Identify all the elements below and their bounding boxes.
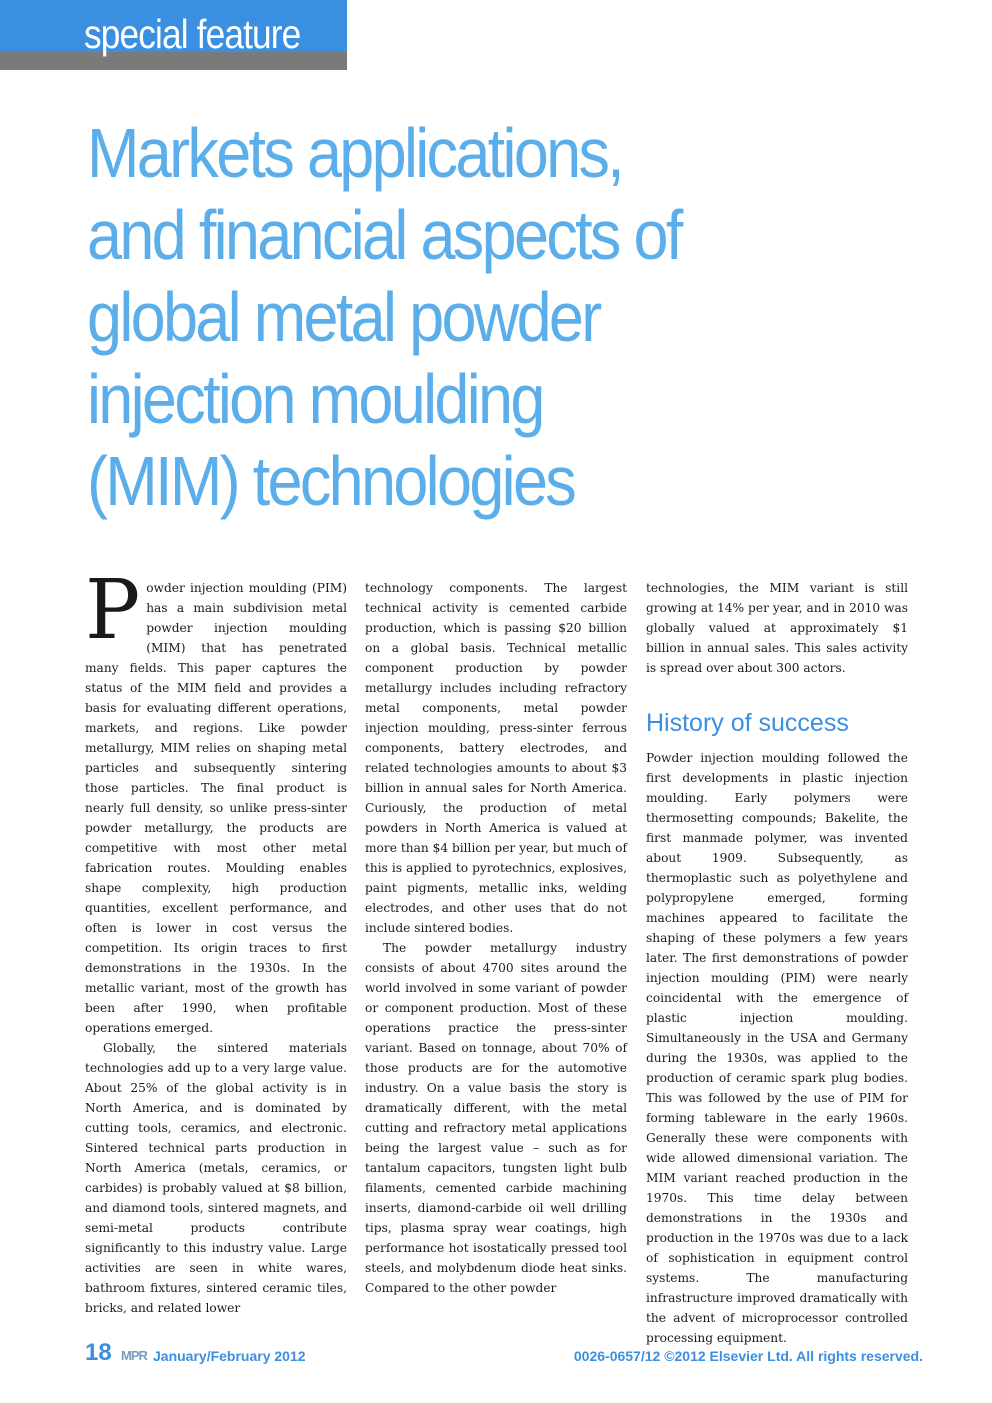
issue-date: January/February 2012: [153, 1348, 306, 1364]
body-column-2: [365, 578, 627, 1298]
title-line: and financial aspects of: [87, 196, 681, 274]
copyright-notice: 0026-0657/12 ©2012 Elsevier Ltd. All rights reserved.: [573, 1348, 923, 1364]
section-banner: [0, 0, 347, 70]
title-line: (MIM) technologies: [87, 442, 575, 520]
paragraph: Powder injection moulding followed the first developments in plastic injection moulding. Early polymers were thermosetting compounds; Bakelite, the first manmade polymer, was invented about 1909. Subsequently, as thermoplastic such as polyethylene and polypropylene emerged, forming machines appeared to facilitate the shaping of these polymers a few years later. The first demonstrations of powder injection moulding (PIM) were nearly coincidental with the emergence of plastic injection moulding. Simultaneously in the USA and Germany during the 1930s, was applied to the production of ceramic spark plug bodies. This was followed by the use of PIM for forming tableware in the early 1960s. Generally these were components with wide allowed dimensional variation. The MIM variant reached production in the 1970s. This time delay between demonstrations in the 1930s and production in the 1970s was due to a lack of sophistication in equipment control systems. The manufacturing infrastructure improved dramatically with the advent of microprocessor controlled processing equipment.: [646, 751, 908, 1345]
title-line: injection moulding: [87, 360, 543, 438]
page-number: 18: [85, 1339, 112, 1366]
paragraph: technologies, the MIM variant is still growing at 14% per year, and in 2010 was globally valued at approximately $1 billion in annual sales. This sales activity is spread over about 300 actors.: [646, 581, 908, 675]
paragraph-text: owder injection moulding (PIM) has a main subdivision metal powder injection moulding (MIM) that has penetrated many fields. This paper captures the status of the MIM field and provides a basis for evaluating different operations, markets, and regions. Like powder metallurgy, MIM relies on shaping metal particles and subsequently sintering those particles. The final product is nearly full density, so unlike press-sinter powder metallurgy, the products are competitive with most other metal fabrication routes. Moulding enables shape complexity, high production quantities, excellent performance, and often is lower in cost versus the competition. Its origin traces to first demonstrations in the 1930s. In the metallic variant, most of the growth has been after 1990, when profitable operations emerged.: [85, 581, 347, 1035]
paragraph: The powder metallurgy industry consists of about 4700 sites around the world involved in some variant of powder or component production. Most of these operations practice the press-sinter variant. Based on tonnage, about 70% of those products are for the automotive industry. On a value basis the story is dramatically different, with the metal cutting and refractory metal applications being the largest value – such as for tantalum capacitors, tungsten light bulb filaments, cemented carbide machining inserts, diamond-carbide oil well drilling tips, plasma spray wear coatings, high performance hot isostatically pressed tool steels, and molybdenum diode heat sinks. Compared to the other powder: [365, 941, 627, 1295]
body-column-3: [646, 578, 908, 1348]
paragraph: Globally, the sintered materials technologies add up to a very large value. About 25% of the global activity is in North America, and is dominated by cutting tools, ceramics, and electronic. Sintered technical parts production in North America (metals, ceramics, or carbides) is probably valued at $8 billion, and diamond tools, sintered magnets, and semi-metal products contribute significantly to this industry value. Large activities are seen in white wares, bathroom fixtures, sintered ceramic tiles, bricks, and related lower: [85, 1041, 347, 1315]
section-heading: History of success: [646, 709, 849, 737]
title-line: Markets applications,: [87, 114, 623, 192]
body-column-1: [85, 563, 347, 1318]
section-label: special feature: [84, 11, 301, 57]
page-footer: [85, 1339, 923, 1375]
journal-logo: MPR: [121, 1348, 147, 1363]
paragraph: technology components. The largest technical activity is cemented carbide production, which is passing $20 billion on a global basis. Technical metallic component production by powder metallurgy includes including refractory metal components, metal powder injection moulding, press-sinter ferrous components, battery electrodes, and related technologies amounts to about $3 billion in annual sales for North America. Curiously, the production of metal powders in North America is valued at more than $4 billion per year, but much of this is applied to pyrotechnics, explosives, paint pigments, metallic inks, welding electrodes, and other uses that do not include sintered bodies.: [365, 581, 627, 935]
title-line: global metal powder: [87, 278, 600, 356]
dropcap: P: [85, 563, 141, 658]
article-title: [87, 112, 957, 522]
paragraph: [85, 563, 347, 1038]
